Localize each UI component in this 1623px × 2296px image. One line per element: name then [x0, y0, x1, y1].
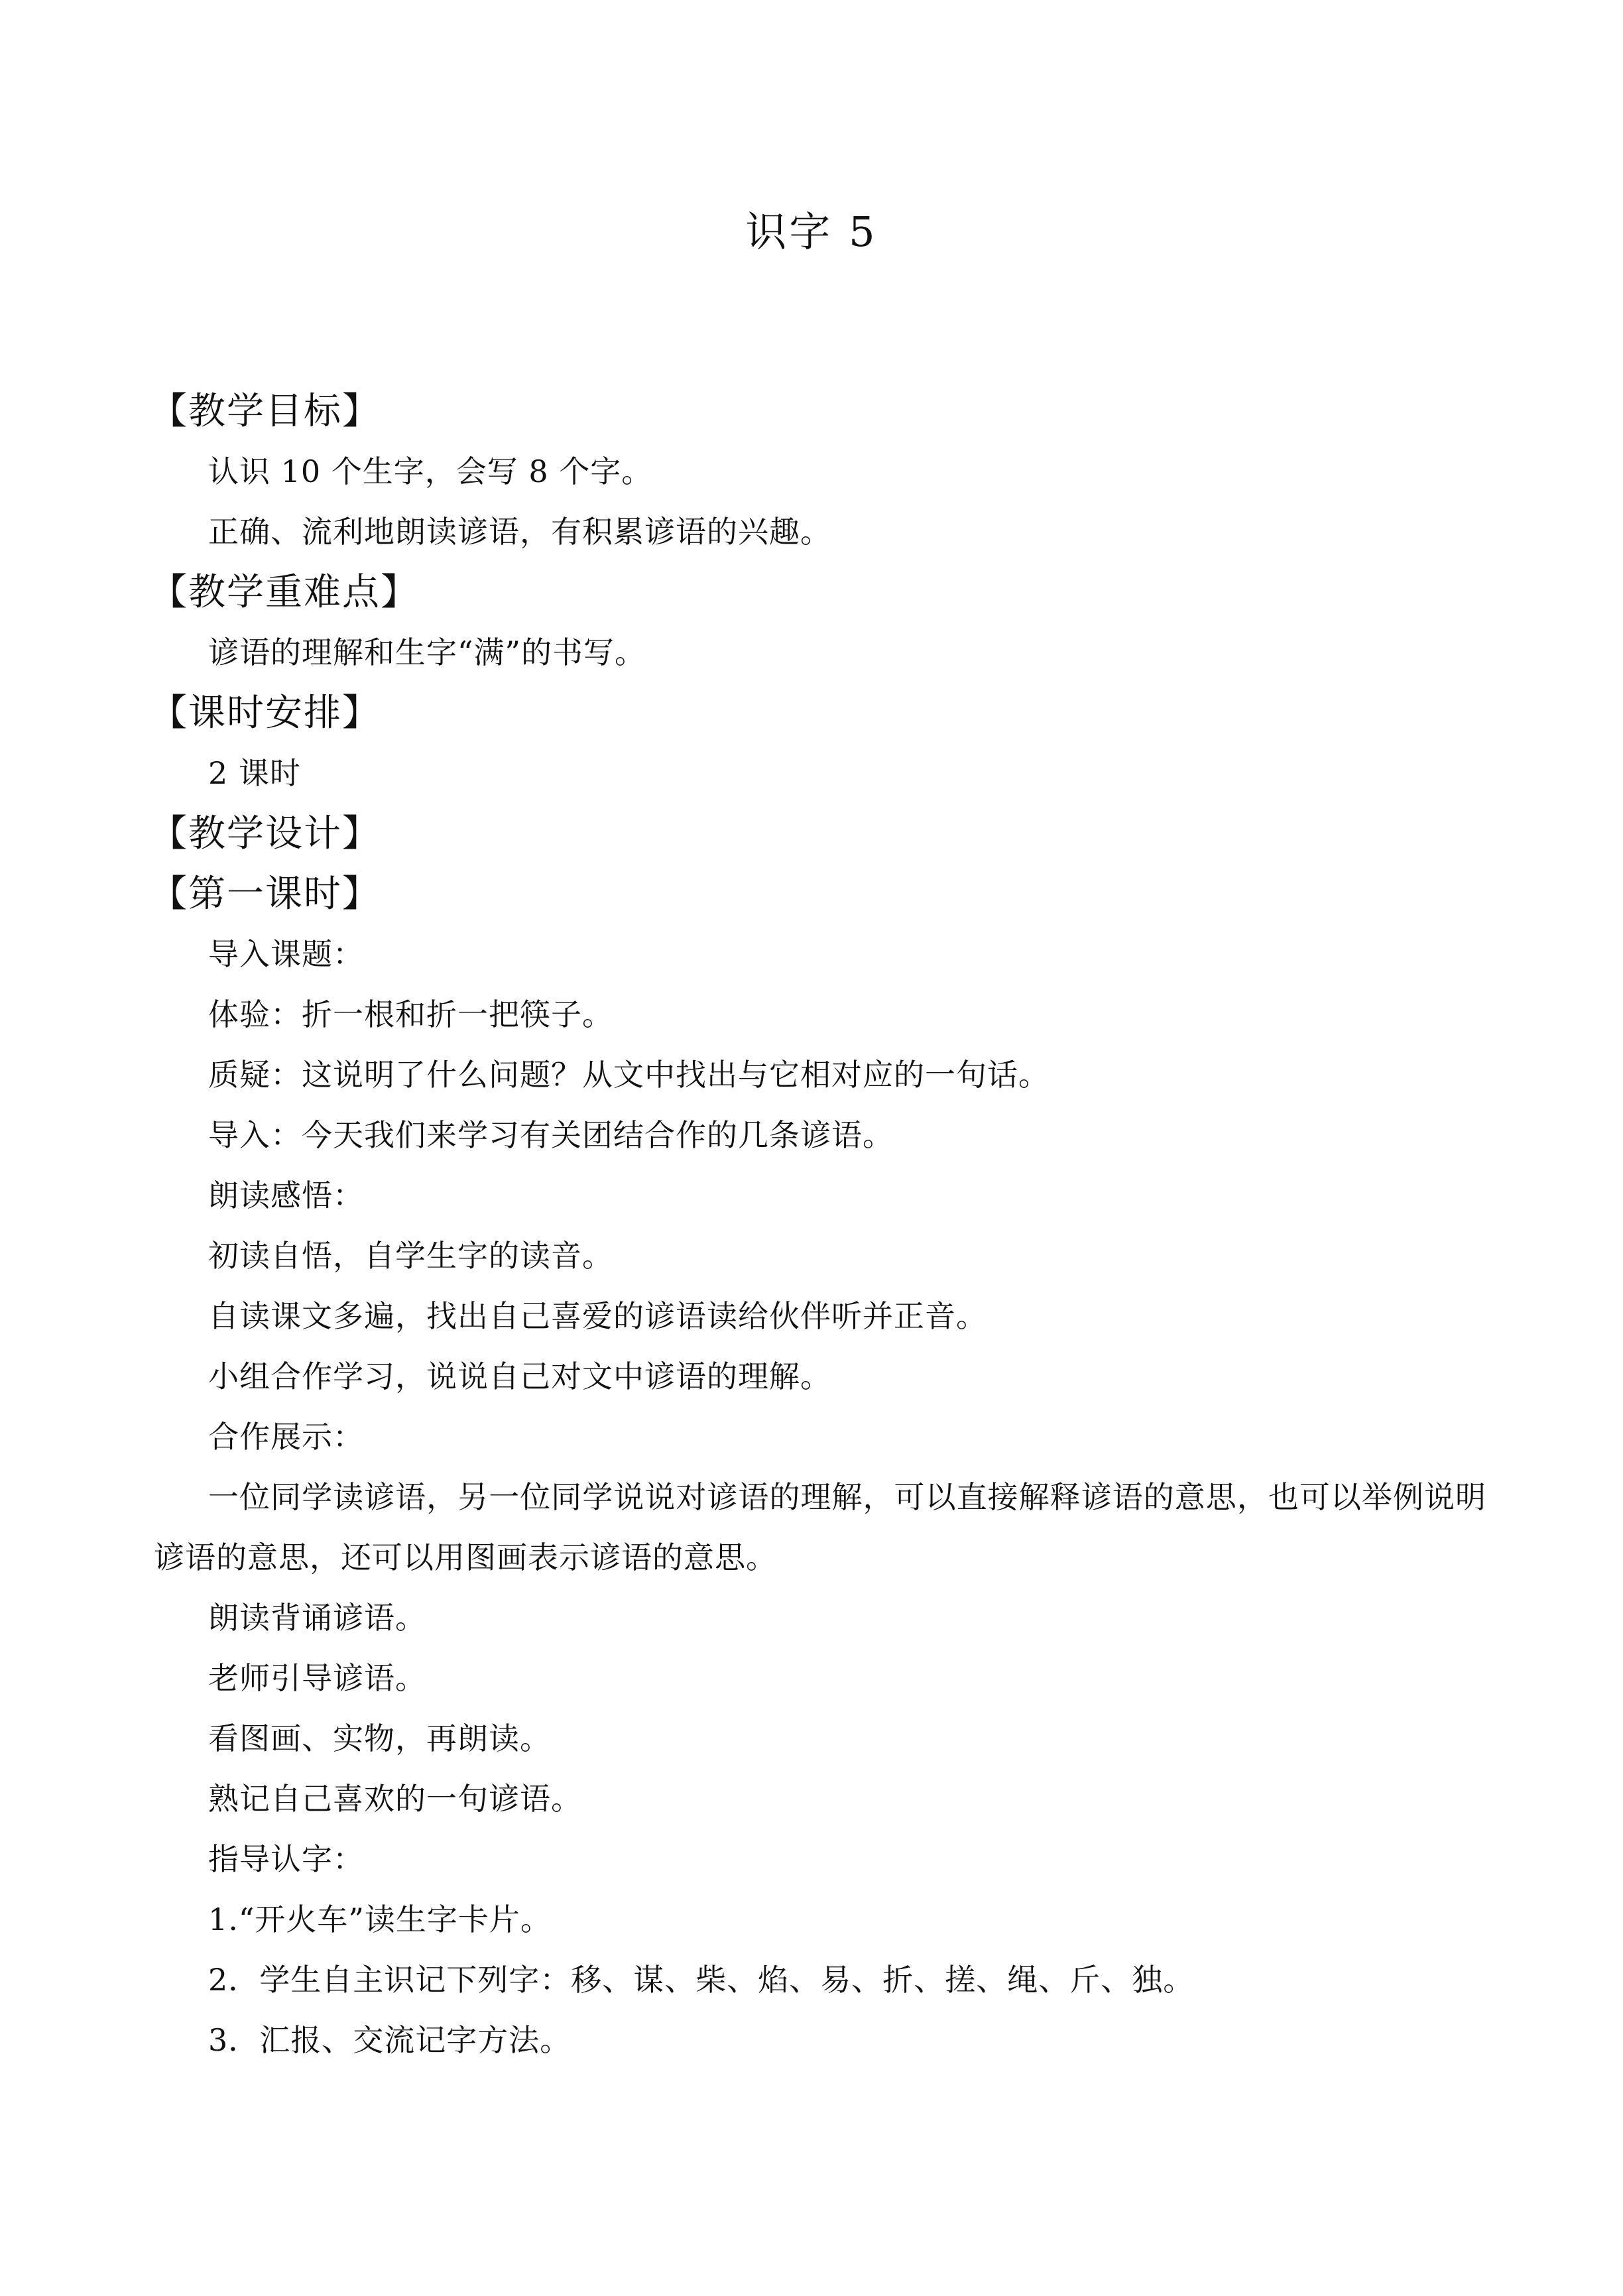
body-line: 导入课题： [208, 936, 364, 972]
body-line: 朗读背诵谚语。 [208, 1600, 426, 1636]
body-line: 认识 10 个生字，会写 8 个字。 [208, 453, 653, 489]
list-item: 3．汇报、交流记字方法。 [208, 2022, 571, 2058]
body-line: 导入：今天我们来学习有关团结合作的几条谚语。 [208, 1117, 894, 1153]
body-paragraph: 一位同学读谚语，另一位同学说说对谚语的理解，可以直接解释谚语的意思，也可以举例说明谚语的意思，还可以用图画表示谚语的意思。 [154, 1479, 1486, 1575]
section-heading-objectives: 【教学目标】 [150, 390, 381, 433]
body-line: 熟记自己喜欢的一句谚语。 [208, 1781, 582, 1817]
body-line: 质疑：这说明了什么问题？从文中找出与它相对应的一句话。 [208, 1057, 1050, 1093]
section-heading-schedule: 【课时安排】 [150, 692, 381, 735]
body-line: 体验：折一根和折一把筷子。 [208, 997, 613, 1032]
document-body [150, 381, 1486, 2071]
document-title: 识字 5 [745, 208, 878, 256]
body-line: 谚语的理解和生字“满”的书写。 [208, 634, 646, 670]
section-heading-first-lesson: 【第一课时】 [150, 873, 381, 916]
body-line: 自读课文多遍，找出自己喜爱的谚语读给伙伴听并正音。 [208, 1298, 987, 1334]
body-line: 指导认字： [208, 1841, 364, 1877]
body-line: 小组合作学习，说说自己对文中谚语的理解。 [208, 1359, 831, 1394]
body-line: 初读自悟，自学生字的读音。 [208, 1238, 613, 1274]
body-line: 合作展示： [208, 1419, 364, 1455]
body-line: 朗读感悟： [208, 1178, 364, 1213]
body-line: 看图画、实物，再朗读。 [208, 1721, 551, 1756]
section-heading-key-points: 【教学重难点】 [150, 571, 419, 614]
body-line: 正确、流利地朗读谚语，有积累谚语的兴趣。 [208, 514, 831, 550]
body-line: 2 课时 [208, 755, 301, 791]
section-heading-design: 【教学设计】 [150, 812, 381, 855]
body-line: 老师引导谚语。 [208, 1660, 426, 1696]
list-item: 2．学生自主识记下列字：移、谋、柴、焰、易、折、搓、绳、斤、独。 [208, 1962, 1195, 1998]
list-item: 1.“开火车”读生字卡片。 [208, 1902, 552, 1937]
